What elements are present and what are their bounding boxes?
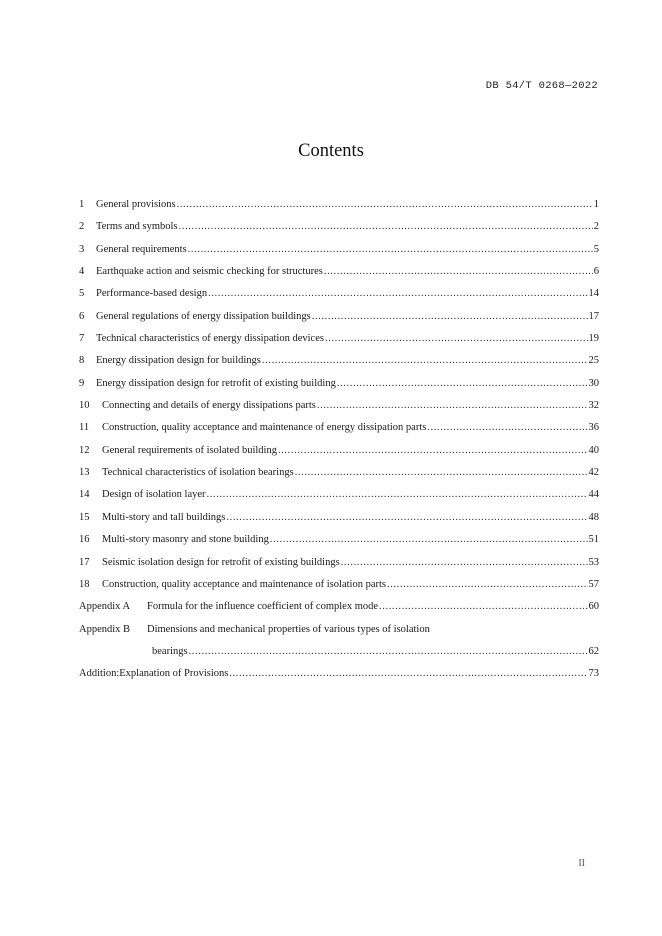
toc-dot-leader (229, 668, 587, 679)
toc-entry-10[interactable] (79, 400, 599, 422)
toc-dot-leader (208, 288, 587, 299)
toc-number: 15 (79, 511, 90, 523)
toc-number: 10 (79, 400, 90, 412)
toc-entry-18[interactable] (79, 579, 599, 601)
toc-dot-leader (270, 534, 588, 545)
toc-number: Appendix A (79, 601, 131, 613)
toc-number: 6 (79, 310, 85, 322)
toc-title: Technical characteristics of energy dissipation devices (96, 333, 324, 345)
toc-title: Construction, quality acceptance and maintenance of isolation parts (102, 578, 386, 590)
toc-page: 36 (588, 422, 599, 434)
toc-entry-appendix-b-cont[interactable] (79, 646, 599, 668)
toc-entry-13[interactable] (79, 467, 599, 489)
toc-entry-14[interactable] (79, 489, 599, 511)
toc-dot-leader (177, 199, 593, 210)
toc-entry-17[interactable] (79, 557, 599, 579)
toc-entry-appendix-b[interactable] (79, 624, 599, 646)
toc-page: 51 (588, 534, 599, 546)
toc-number: 14 (79, 489, 90, 501)
toc-number: 16 (79, 534, 90, 546)
toc-dot-leader (262, 355, 588, 366)
table-of-contents (79, 199, 599, 691)
toc-title: Multi-story masonry and stone building (102, 534, 269, 546)
toc-page: 17 (588, 310, 599, 322)
toc-title: Multi-story and tall buildings (102, 511, 226, 523)
toc-entry-11[interactable] (79, 422, 599, 444)
toc-title: Connecting and details of energy dissipations parts (102, 400, 316, 412)
toc-entry-appendix-a[interactable] (79, 601, 599, 623)
toc-page: 62 (588, 645, 599, 657)
toc-page: 14 (588, 288, 599, 300)
toc-dot-leader (312, 311, 588, 322)
toc-title: Addition:Explanation of Provisions (79, 668, 229, 680)
toc-title: Design of isolation layer (102, 489, 206, 501)
toc-page: 53 (588, 556, 599, 568)
toc-entry-1[interactable] (79, 199, 599, 221)
toc-title: General regulations of energy dissipation buildings (96, 310, 311, 322)
toc-dot-leader (427, 422, 587, 433)
toc-page: 40 (588, 444, 599, 456)
toc-page: 6 (593, 266, 599, 278)
toc-dot-leader (295, 467, 588, 478)
toc-dot-leader (337, 378, 588, 389)
toc-number: 11 (79, 422, 90, 434)
toc-title: Seismic isolation design for retrofit of existing buildings (102, 556, 340, 568)
toc-entry-4[interactable] (79, 266, 599, 288)
toc-number: 13 (79, 467, 90, 479)
document-code: DB 54/T 0268—2022 (485, 80, 598, 92)
toc-page: 48 (588, 511, 599, 523)
toc-dot-leader (179, 221, 593, 232)
toc-dot-leader (226, 512, 587, 523)
toc-title: Energy dissipation design for retrofit of existing building (96, 377, 336, 389)
toc-dot-leader (188, 244, 593, 255)
toc-page: 44 (588, 489, 599, 501)
toc-number: 8 (79, 355, 85, 367)
toc-page: 1 (593, 199, 599, 210)
toc-page: 32 (588, 400, 599, 412)
toc-page: 60 (588, 601, 599, 613)
toc-dot-leader (379, 601, 587, 612)
page-number: II (578, 858, 585, 869)
toc-page: 42 (588, 467, 599, 479)
toc-dot-leader (325, 333, 588, 344)
toc-title: bearings (152, 645, 188, 657)
toc-page: 57 (588, 578, 599, 590)
toc-title: General requirements (96, 243, 187, 255)
toc-entry-addition[interactable] (79, 668, 599, 690)
toc-number: 17 (79, 556, 90, 568)
toc-number: 12 (79, 444, 90, 456)
toc-dot-leader (341, 557, 588, 568)
toc-number: 4 (79, 266, 85, 278)
toc-title: General requirements of isolated building (102, 444, 277, 456)
toc-page: 5 (593, 243, 599, 255)
toc-title: Energy dissipation design for buildings (96, 355, 261, 367)
toc-title: Formula for the influence coefficient of complex mode (147, 601, 379, 613)
toc-entry-2[interactable] (79, 221, 599, 243)
toc-number: 2 (79, 221, 85, 233)
toc-dot-leader (189, 646, 588, 657)
toc-number: 7 (79, 333, 85, 345)
toc-dot-leader (317, 400, 588, 411)
toc-title: Performance-based design (96, 288, 208, 300)
toc-number: 18 (79, 578, 90, 590)
toc-entry-3[interactable] (79, 244, 599, 266)
toc-entry-7[interactable] (79, 333, 599, 355)
toc-page: 73 (588, 668, 599, 680)
toc-title: Technical characteristics of isolation bearings (102, 467, 294, 479)
toc-title: Dimensions and mechanical properties of various types of isolation (147, 623, 430, 635)
toc-entry-16[interactable] (79, 534, 599, 556)
toc-page: 25 (588, 355, 599, 367)
toc-title: Earthquake action and seismic checking for structures (96, 266, 323, 278)
toc-dot-leader (278, 445, 588, 456)
toc-dot-leader (207, 489, 588, 500)
toc-entry-5[interactable] (79, 288, 599, 310)
toc-number: Appendix B (79, 623, 131, 635)
toc-page: 2 (593, 221, 599, 233)
page-title: Contents (298, 141, 364, 161)
toc-title: General provisions (96, 199, 176, 210)
toc-number: 9 (79, 377, 85, 389)
toc-title: Terms and symbols (96, 221, 178, 233)
toc-entry-9[interactable] (79, 378, 599, 400)
toc-dot-leader (324, 266, 593, 277)
toc-title: Construction, quality acceptance and maintenance of energy dissipation parts (102, 422, 427, 434)
toc-entry-8[interactable] (79, 355, 599, 377)
toc-number: 5 (79, 288, 85, 300)
toc-entry-12[interactable] (79, 445, 599, 467)
toc-page: 30 (588, 377, 599, 389)
toc-number: 1 (79, 199, 85, 210)
toc-dot-leader (387, 579, 588, 590)
toc-entry-15[interactable] (79, 512, 599, 534)
toc-entry-6[interactable] (79, 311, 599, 333)
toc-page: 19 (588, 333, 599, 345)
toc-number: 3 (79, 243, 85, 255)
